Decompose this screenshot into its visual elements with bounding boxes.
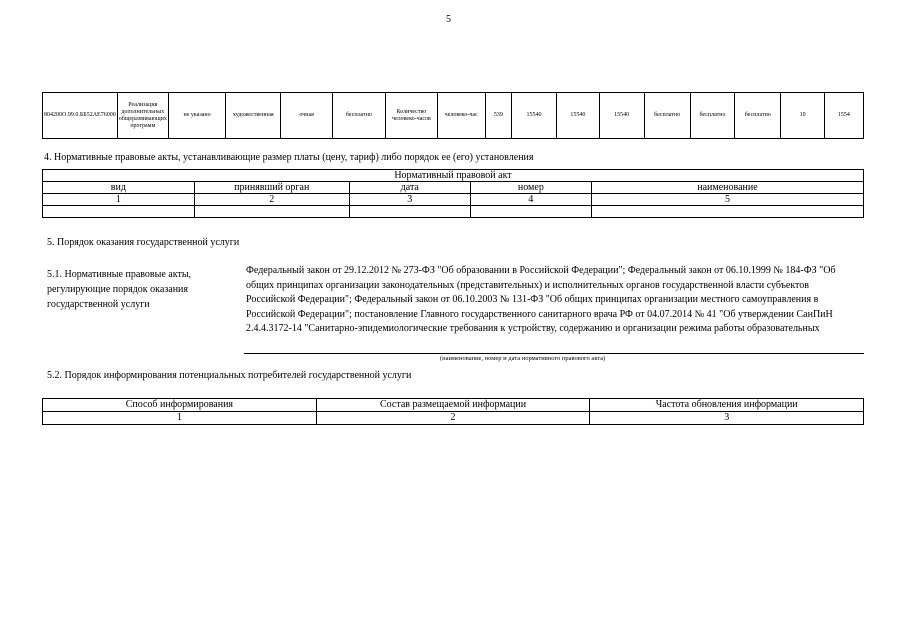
section52-heading: 5.2. Порядок информирования потенциальных потребителей государственной услуги [47,370,412,381]
column-header: Способ информирования [43,399,317,412]
table-cell: человеко-час [437,93,485,139]
informing-table [42,398,864,425]
indicators-table-row [42,92,864,139]
table-cell: 15540 [599,93,644,139]
group-header: Нормативный правовой акт [43,170,864,182]
column-header: наименование [591,182,863,194]
table-cell: бесплатно [690,93,734,139]
empty-cell [349,206,470,218]
table-cell: бесплатно [644,93,690,139]
table-row [43,412,864,425]
table-header-row [43,182,864,194]
column-number: 1 [43,194,195,206]
column-header: Состав размещаемой информации [316,399,590,412]
table-cell: Количество человеко-часов [385,93,437,139]
legal-acts-table [42,169,864,218]
table-cell: не указано [168,93,225,139]
table-cell: 804200О.99.0.ББ52АЕ76000 [43,93,118,139]
table-row [43,206,864,218]
underline-rule [244,353,864,354]
column-number: 3 [349,194,470,206]
table-cell: художественная [226,93,281,139]
table-cell: очная [281,93,332,139]
table-cell: 1554 [824,93,863,139]
table-row [43,170,864,182]
column-number: 4 [470,194,591,206]
column-header: Частота обновления информации [590,399,864,412]
page-number: 5 [446,14,451,25]
column-number: 1 [43,412,317,425]
section5-heading: 5. Порядок оказания государственной услуги [47,237,240,248]
table-cell: Реализация дополнительных общеразвивающих программ [117,93,168,139]
column-number: 5 [591,194,863,206]
table-cell: 539 [485,93,512,139]
column-header: номер [470,182,591,194]
table-cell: бесплатно [332,93,385,139]
empty-cell [470,206,591,218]
table-cell: бесплатно [735,93,781,139]
legal-acts-caption: (наименование, номер и дата нормативного правового акта) [440,355,606,362]
column-header: вид [43,182,195,194]
table-cell: 15540 [512,93,557,139]
empty-cell [194,206,349,218]
column-number: 2 [316,412,590,425]
table-cell: 10 [781,93,824,139]
column-header: дата [349,182,470,194]
empty-cell [591,206,863,218]
empty-cell [43,206,195,218]
table-row [43,93,864,139]
section51-legal-acts-text: Федеральный закон от 29.12.2012 № 273-ФЗ "Об образовании в Российской Федерации"; Федеральный закон от 06.10.1999 № 184-ФЗ "Об общих принципах организации законодательных (представительных) и исполнительных органов государственной власти субъектов Российской Федерации"; Федеральный закон от 06.10.2003 № 131-ФЗ "Об общих принципах организации местного самоуправления в Российской Федерации"; постановление Главного государственного санитарного врача РФ от 04.07.2014 № 41 "Об утверждении СанПиН 2.4.4.3172-14 "Санитарно-эпидемиологические требования к устройству, содержанию и организации режима работы образовательных [246,265,836,334]
column-header: принявший орган [194,182,349,194]
section4-heading: 4. Нормативные правовые акты, устанавливающие размер платы (цену, тариф) либо порядок ее (его) установления [44,152,534,163]
table-header-row [43,399,864,412]
column-number: 2 [194,194,349,206]
table-cell: 15540 [556,93,599,139]
column-number: 3 [590,412,864,425]
table-row [43,194,864,206]
section51-label: 5.1. Нормативные правовые акты, регулирующие порядок оказания государственной услуги [47,269,192,310]
